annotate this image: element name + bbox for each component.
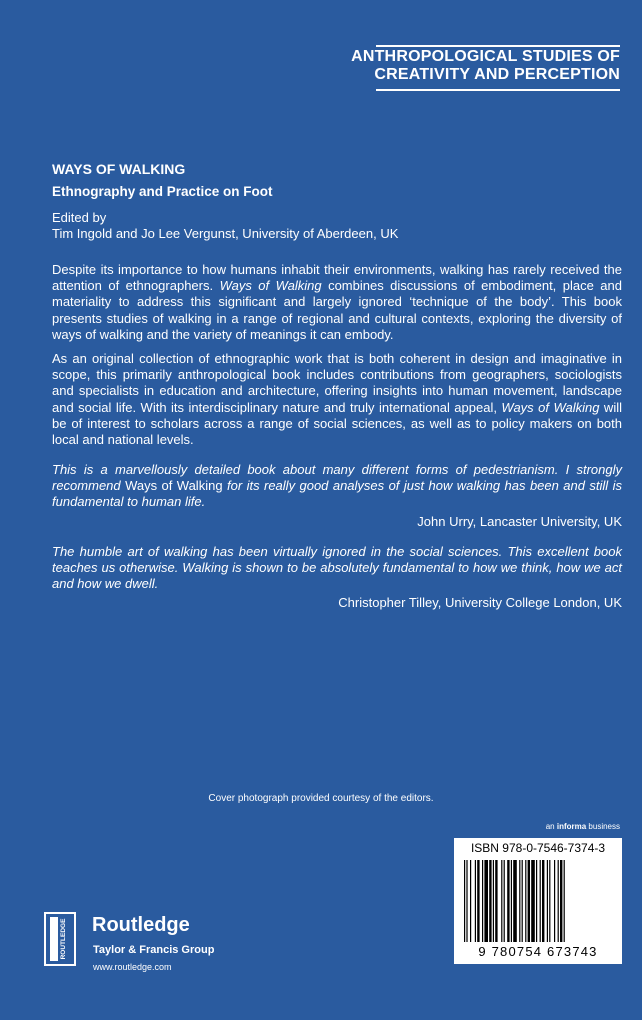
barcode-bar (547, 860, 548, 942)
description (52, 262, 622, 456)
description-p2-text-b: will be of interest to scholars across a range of social sciences, as well as to policy makers on both local and national levels. (52, 399, 622, 448)
barcode-bar (528, 860, 530, 942)
barcode-bar (482, 860, 483, 942)
barcode-bar (531, 860, 535, 942)
edited-by-label: Edited by (52, 210, 107, 225)
barcode-bar (540, 860, 541, 942)
description-paragraph-1 (52, 262, 622, 343)
book-title: WAYS OF WALKING (52, 161, 186, 177)
barcode-bar (504, 860, 505, 942)
barcode-bar (507, 860, 509, 942)
quote-1-text-a: This is a marvellously detailed book about many different forms of pedestrianism. I strongly recommend (52, 462, 622, 494)
barcode-number: 9 780754 673743 (478, 944, 598, 959)
barcode-bar (475, 860, 476, 942)
description-p1-italic: Ways of Walking (219, 278, 322, 294)
publisher-group: Taylor & Francis Group (93, 944, 215, 956)
barcode-bar (493, 860, 494, 942)
quote-1-text-b: for its really good analyses of just how walking has been and still is fundamental to human life. (52, 478, 622, 510)
barcode-bar (525, 860, 526, 942)
barcode-bar (560, 860, 562, 942)
barcode-bar (554, 860, 555, 942)
informa-suffix: business (588, 822, 620, 831)
series-title-line-2: CREATIVITY AND PERCEPTION (374, 66, 620, 83)
description-p1-text-b: combines discussions of embodiment, place and materiality to address this significant and largely ignored ‘technique of the body’. This book presents studies of walking in a range of regional and cultural contexts, exploring the diversity of ways of walking and the variety of meanings it can embody. (52, 278, 622, 342)
endorsement-attribution-2: Christopher Tilley, University College London, UK (338, 595, 622, 611)
endorsement-quote-1 (52, 462, 622, 511)
barcode-bar (536, 860, 537, 942)
endorsement-attribution-1: John Urry, Lancaster University, UK (417, 513, 622, 529)
barcode-bar (470, 860, 471, 942)
isbn-label: ISBN 978-0-7546-7374-3 (470, 841, 606, 855)
endorsements (52, 462, 622, 626)
series-title (0, 48, 620, 84)
publisher-url[interactable]: www.routledge.com (93, 962, 172, 972)
description-p1-text-a: Despite its importance to how humans inhabit their environments, walking has rarely received the attention of ethnographers. (52, 262, 622, 294)
description-p2-text-a: As an original collection of ethnographic work that is both coherent in design and imaginative in scope, this primarily anthropological book includes contributions from geographers, sociologists and specialists in education and architecture, offering insights into human movement, landscape and social life. With its interdisciplinary nature and truly international appeal, (52, 351, 622, 415)
publisher-name: Routledge (92, 914, 190, 936)
description-p2-italic: Ways of Walking (501, 399, 600, 415)
series-rule-top (376, 45, 620, 47)
barcode-bar (464, 860, 465, 942)
barcode-bar (484, 860, 488, 942)
isbn-barcode (454, 838, 622, 964)
barcode-bar (477, 860, 479, 942)
editors-names: Tim Ingold and Jo Lee Vergunst, University of Aberdeen, UK (52, 226, 399, 241)
barcode-bar (513, 860, 517, 942)
cover-photo-credit: Cover photograph provided courtesy of the editors. (208, 793, 434, 804)
barcode-bar (519, 860, 520, 942)
barcode-bar (511, 860, 512, 942)
quote-1-roman: Ways of Walking (125, 478, 223, 494)
informa-prefix: an (545, 822, 555, 831)
logo-vertical-text: ROUTLEDGE (60, 918, 67, 960)
barcode-bar (558, 860, 559, 942)
barcode-bar (564, 860, 565, 942)
informa-brand: informa (556, 822, 587, 831)
book-subtitle: Ethnography and Practice on Foot (52, 184, 273, 199)
barcode-bars (462, 860, 614, 944)
routledge-logo-icon (44, 912, 76, 966)
editors-block (52, 210, 398, 242)
barcode-bar (522, 860, 523, 942)
barcode-bar (542, 860, 544, 942)
barcode-bar (489, 860, 491, 942)
series-title-line-1: ANTHROPOLOGICAL STUDIES OF (351, 48, 620, 65)
description-paragraph-2 (52, 351, 622, 448)
series-rule-bottom (376, 89, 620, 91)
barcode-bar (466, 860, 467, 942)
endorsement-quote-2: The humble art of walking has been virtually ignored in the social sciences. This excellent book teaches us otherwise. Walking is shown to be absolutely fundamental to how we think, how we act and how we dwell. (52, 543, 622, 592)
barcode-bar (495, 860, 497, 942)
barcode-bar (501, 860, 502, 942)
informa-business-tag (546, 822, 620, 831)
barcode-bar (549, 860, 550, 942)
